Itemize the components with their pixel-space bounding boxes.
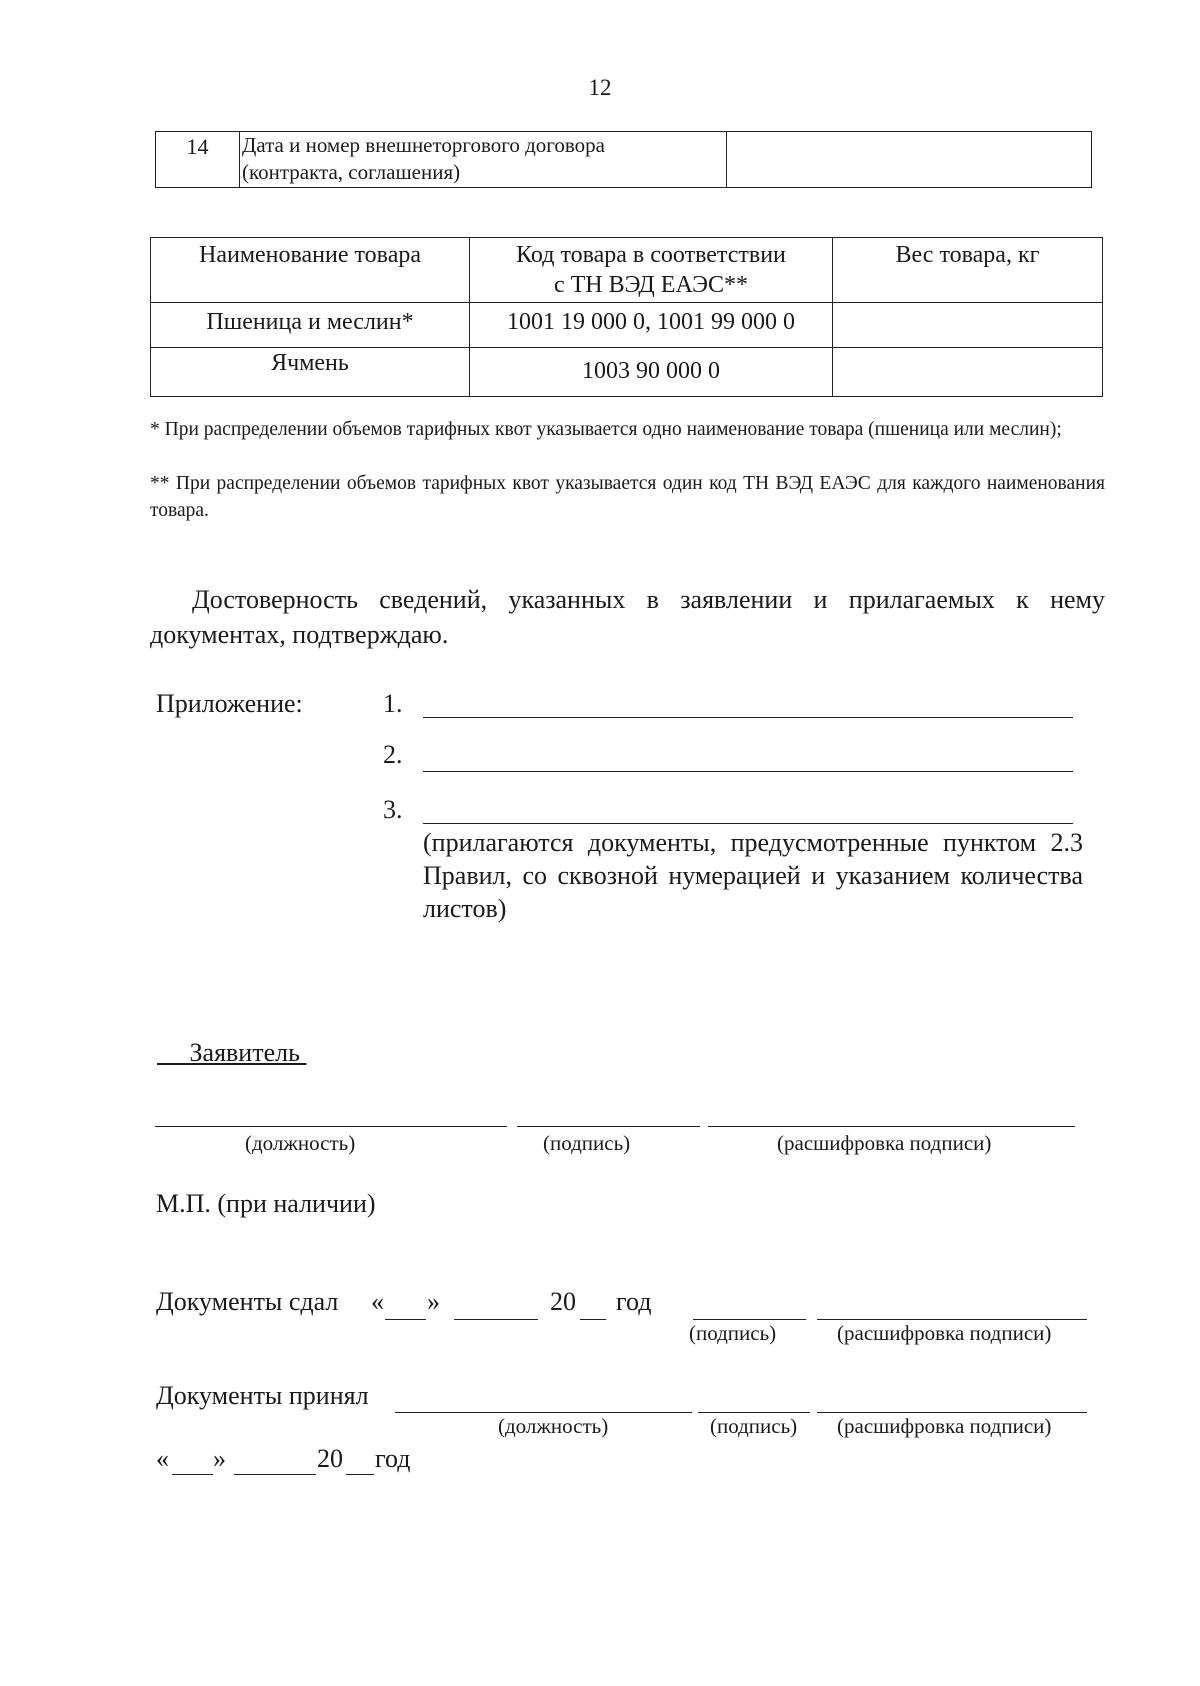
- attachment-number-2: 2.: [383, 740, 403, 769]
- confirmation-text: Достоверность сведений, указанных в заявлении и прилагаемых к нему документах, подтверждаю.: [150, 585, 1105, 649]
- received-month-line[interactable]: [234, 1474, 316, 1475]
- attachment-line-1[interactable]: [423, 717, 1073, 718]
- received-position-line[interactable]: [395, 1412, 692, 1413]
- received-caption-signature: (подпись): [710, 1414, 798, 1438]
- applicant-label: Заявитель: [189, 1038, 300, 1067]
- applicant-name-line[interactable]: [708, 1126, 1075, 1127]
- applicant-caption-signature: (подпись): [543, 1131, 631, 1155]
- applicant-position-line[interactable]: [155, 1126, 507, 1127]
- received-close-quote: »: [213, 1444, 226, 1473]
- submitted-name-line[interactable]: [817, 1319, 1087, 1320]
- attachment-number-3: 3.: [383, 795, 403, 824]
- contract-label-line1: Дата и номер внешнеторгового договора: [242, 133, 605, 157]
- attachments-label: Приложение:: [156, 689, 303, 718]
- contract-label-line2: (контракта, соглашения): [242, 160, 461, 184]
- footnote-1: * При распределении объемов тарифных квот указывается одно наименование товара (пшеница или меслин);: [150, 419, 1062, 440]
- attachment-line-3[interactable]: [423, 823, 1073, 824]
- header-goods-code-line2: с ТН ВЭД ЕАЭС**: [553, 272, 749, 298]
- submitted-caption-name: (расшифровка подписи): [837, 1321, 1052, 1345]
- submitted-month-line[interactable]: [454, 1319, 538, 1320]
- goods-name-cell: Пшеница и меслин*: [151, 303, 470, 348]
- applicant-label-underline-end: [300, 1038, 307, 1067]
- submitted-caption-signature: (подпись): [689, 1321, 777, 1345]
- attachment-line-2[interactable]: [423, 771, 1073, 772]
- header-goods-code-line1: Код товара в соответствии: [516, 242, 786, 268]
- header-goods-code: [470, 238, 833, 303]
- header-goods-weight: Вес товара, кг: [833, 238, 1103, 303]
- received-year-line[interactable]: [346, 1474, 374, 1475]
- submitted-year-prefix: 20: [550, 1287, 576, 1316]
- submitted-year-line[interactable]: [580, 1319, 606, 1320]
- contract-label: [240, 132, 727, 187]
- received-label: Документы принял: [156, 1381, 369, 1410]
- footnote-2: ** При распределении объемов тарифных квот указывается один код ТН ВЭД ЕАЭС для каждого наименования товара.: [150, 473, 1105, 521]
- goods-name-cell: Ячмень: [151, 348, 470, 397]
- submitted-label: Документы сдал: [156, 1287, 339, 1316]
- received-caption-name: (расшифровка подписи): [837, 1414, 1052, 1438]
- applicant-block: [157, 1038, 306, 1068]
- table-header-row: [151, 238, 1103, 303]
- received-year-prefix: 20: [317, 1444, 343, 1473]
- goods-weight-cell[interactable]: [833, 303, 1103, 348]
- submitted-day-line[interactable]: [385, 1319, 426, 1320]
- applicant-caption-position: (должность): [245, 1131, 356, 1155]
- received-year-suffix: год: [375, 1444, 411, 1473]
- received-caption-position: (должность): [498, 1414, 609, 1438]
- contract-row-table: [155, 131, 1092, 188]
- row-number: 14: [156, 132, 240, 187]
- attachment-number-1: 1.: [383, 689, 403, 718]
- received-name-line[interactable]: [817, 1412, 1087, 1413]
- applicant-label-underline: [157, 1038, 190, 1067]
- applicant-caption-name: (расшифровка подписи): [777, 1131, 992, 1155]
- submitted-close-quote: »: [427, 1287, 440, 1316]
- contract-value-cell[interactable]: [728, 132, 1091, 187]
- received-signature-line[interactable]: [698, 1412, 810, 1413]
- received-open-quote: «: [156, 1444, 169, 1473]
- page-number: 12: [588, 75, 612, 100]
- submitted-year-suffix: год: [616, 1287, 652, 1316]
- goods-weight-cell[interactable]: [833, 348, 1103, 397]
- goods-code-cell: 1001 19 000 0, 1001 99 000 0: [470, 303, 833, 348]
- received-day-line[interactable]: [172, 1474, 213, 1475]
- submitted-signature-line[interactable]: [693, 1319, 806, 1320]
- stamp-placeholder: М.П. (при наличии): [156, 1189, 376, 1218]
- submitted-open-quote: «: [371, 1287, 384, 1316]
- goods-table: [150, 237, 1103, 397]
- applicant-signature-line[interactable]: [517, 1126, 700, 1127]
- table-row: [151, 303, 1103, 348]
- goods-code-cell: 1003 90 000 0: [470, 348, 833, 397]
- header-goods-name: Наименование товара: [151, 238, 470, 303]
- attachments-note: (прилагаются документы, предусмотренные пунктом 2.3 Правил, со сквозной нумерацией и указанием количества листов): [423, 828, 1083, 923]
- table-row: [151, 348, 1103, 397]
